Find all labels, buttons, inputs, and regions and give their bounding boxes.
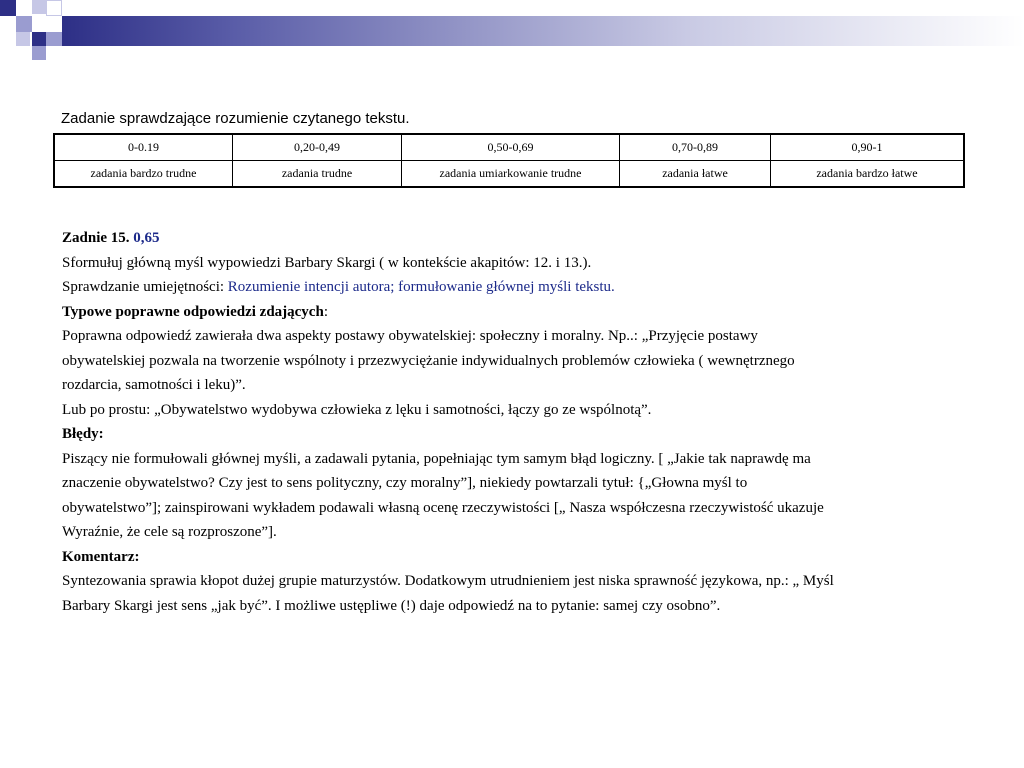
error-line: Wyraźnie, że cele są rozproszone”]. bbox=[62, 524, 277, 540]
comment-line: Barbary Skargi jest sens „jak być”. I możliwe ustępliwe (!) daje odpowiedź na to pytanie: samej czy osobno”. bbox=[62, 597, 721, 614]
range-cell: 0,20-0,49 bbox=[233, 134, 402, 161]
header-gradient-bar bbox=[62, 16, 1024, 46]
decor-square bbox=[46, 0, 62, 16]
task-score: 0,65 bbox=[133, 230, 160, 246]
difficulty-scale-table bbox=[53, 133, 965, 188]
decor-square bbox=[16, 32, 30, 46]
answers-colon: : bbox=[323, 303, 328, 320]
decor-square bbox=[32, 32, 46, 46]
range-cell: 0,90-1 bbox=[771, 134, 965, 161]
error-line: Piszący nie formułowali głównej myśli, a zadawali pytania, popełniając tym samym błąd logiczny. [ „Jakie tak naprawdę ma bbox=[62, 450, 811, 467]
table-title: Zadanie sprawdzające rozumienie czytanego tekstu. bbox=[61, 110, 410, 127]
header-decoration bbox=[0, 0, 1024, 62]
skill-value: Rozumienie intencji autora; formułowanie głównej myśli tekstu. bbox=[227, 279, 615, 295]
answer-line: Lub po prostu: „Obywatelstwo wydobywa człowieka z lęku i samotności, łączy go ze wspólnotą”. bbox=[62, 401, 652, 418]
label-cell: zadania bardzo łatwe bbox=[771, 161, 965, 188]
label-cell: zadania umiarkowanie trudne bbox=[402, 161, 620, 188]
decor-square bbox=[16, 16, 32, 32]
comment-line: Syntezowania sprawia kłopot dużej grupie maturzystów. Dodatkowym utrudnieniem jest niska sprawność językowa, np.: „ Myśl bbox=[62, 573, 834, 589]
errors-heading: Błędy: bbox=[62, 426, 104, 442]
answers-heading-line bbox=[62, 300, 972, 325]
error-line: obywatelstwo”]; zainspirowani wykładem podawali własną ocenę rzeczywistości [„ Nasza współczesna rzeczywistość ukazuje bbox=[62, 499, 824, 516]
answers-heading: Typowe poprawne odpowiedzi zdających bbox=[62, 303, 324, 320]
error-line: znaczenie obywatelstwo? Czy jest to sens polityczny, czy moralny”], niekiedy powtarzali tytuł: {„Głowna myśl to bbox=[62, 475, 748, 491]
task-description bbox=[62, 226, 972, 618]
decor-square bbox=[32, 46, 46, 60]
range-cell: 0,70-0,89 bbox=[620, 134, 771, 161]
label-cell: zadania trudne bbox=[233, 161, 402, 188]
comment-heading: Komentarz: bbox=[62, 548, 140, 565]
range-cell: 0,50-0,69 bbox=[402, 134, 620, 161]
decor-square bbox=[0, 0, 16, 16]
label-cell: zadania łatwe bbox=[620, 161, 771, 188]
label-cell: zadania bardzo trudne bbox=[54, 161, 233, 188]
decor-square bbox=[32, 0, 46, 14]
skill-line bbox=[62, 275, 972, 300]
answer-line: Poprawna odpowiedź zawierała dwa aspekty postawy obywatelskiej: społeczny i moralny. Np..: „Przyjęcie postawy bbox=[62, 328, 758, 344]
answer-line: obywatelskiej pozwala na tworzenie wspólnoty i przezwyciężanie indywidualnych problemów człowieka ( wewnętrznego bbox=[62, 352, 795, 369]
task-heading-line bbox=[62, 226, 972, 251]
table-row-labels bbox=[54, 161, 964, 188]
range-cell: 0-0.19 bbox=[54, 134, 233, 161]
skill-label: Sprawdzanie umiejętności: bbox=[62, 279, 228, 295]
task-instruction: Sformułuj główną myśl wypowiedzi Barbary Skargi ( w kontekście akapitów: 12. i 13.). bbox=[62, 254, 592, 271]
task-heading: Zadnie 15. bbox=[62, 230, 130, 246]
decor-square bbox=[46, 32, 62, 46]
answer-line: rozdarcia, samotności i leku)”. bbox=[62, 377, 246, 393]
table-row-ranges bbox=[54, 134, 964, 161]
